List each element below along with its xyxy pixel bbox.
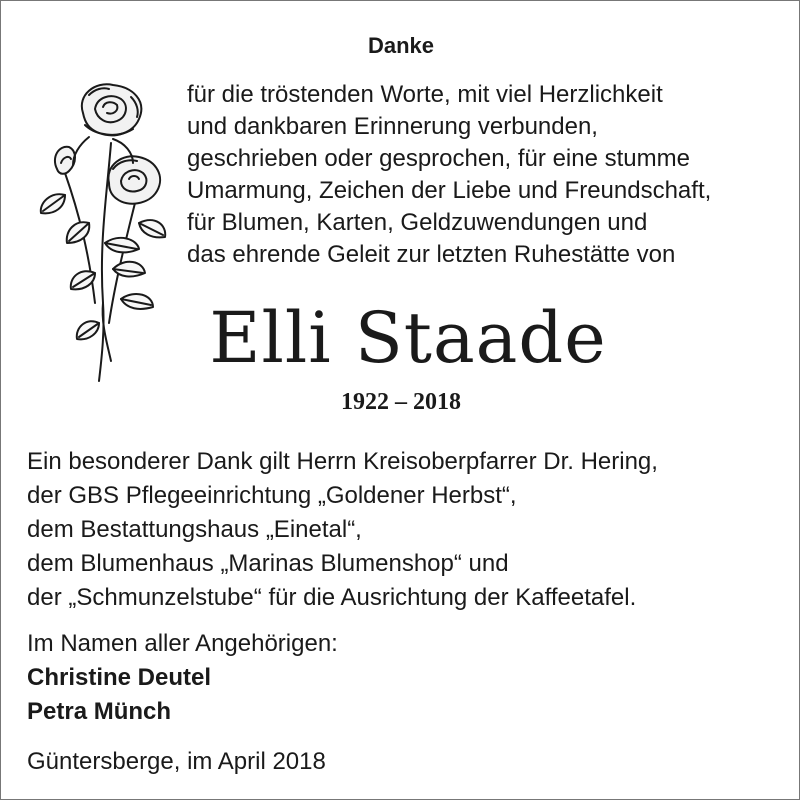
special-thanks-line: dem Bestattungshaus „Einetal“, [27, 516, 362, 543]
thanks-line: für Blumen, Karten, Geldzuwendungen und [187, 209, 648, 236]
thanks-line: und dankbaren Erinnerung verbunden, [187, 113, 598, 140]
life-years: 1922 – 2018 [341, 389, 461, 415]
deceased-name: Elli Staade [209, 297, 607, 379]
thanks-line: das ehrende Geleit zur letzten Ruhestätte von [187, 241, 676, 268]
special-thanks-line: dem Blumenhaus „Marinas Blumenshop“ und [27, 550, 509, 577]
signer-name: Christine Deutel [27, 664, 212, 691]
signature-block [27, 627, 338, 729]
signature-intro: Im Namen aller Angehörigen: [27, 630, 338, 657]
thanks-line: für die tröstenden Worte, mit viel Herzlichkeit [187, 81, 663, 108]
signer-name: Petra Münch [27, 698, 172, 725]
special-thanks-line: der „Schmunzelstube“ für die Ausrichtung der Kaffeetafel. [27, 584, 637, 611]
thanks-text [187, 79, 711, 271]
thanks-line: geschrieben oder gesprochen, für eine stumme [187, 145, 690, 172]
special-thanks [27, 445, 658, 615]
special-thanks-line: Ein besonderer Dank gilt Herrn Kreisoberpfarrer Dr. Hering, [27, 448, 658, 475]
thanks-line: Umarmung, Zeichen der Liebe und Freundschaft, [187, 177, 712, 204]
place-date: Güntersberge, im April 2018 [27, 748, 326, 775]
special-thanks-line: der GBS Pflegeeinrichtung „Goldener Herbst“, [27, 482, 517, 509]
heading: Danke [367, 33, 435, 58]
